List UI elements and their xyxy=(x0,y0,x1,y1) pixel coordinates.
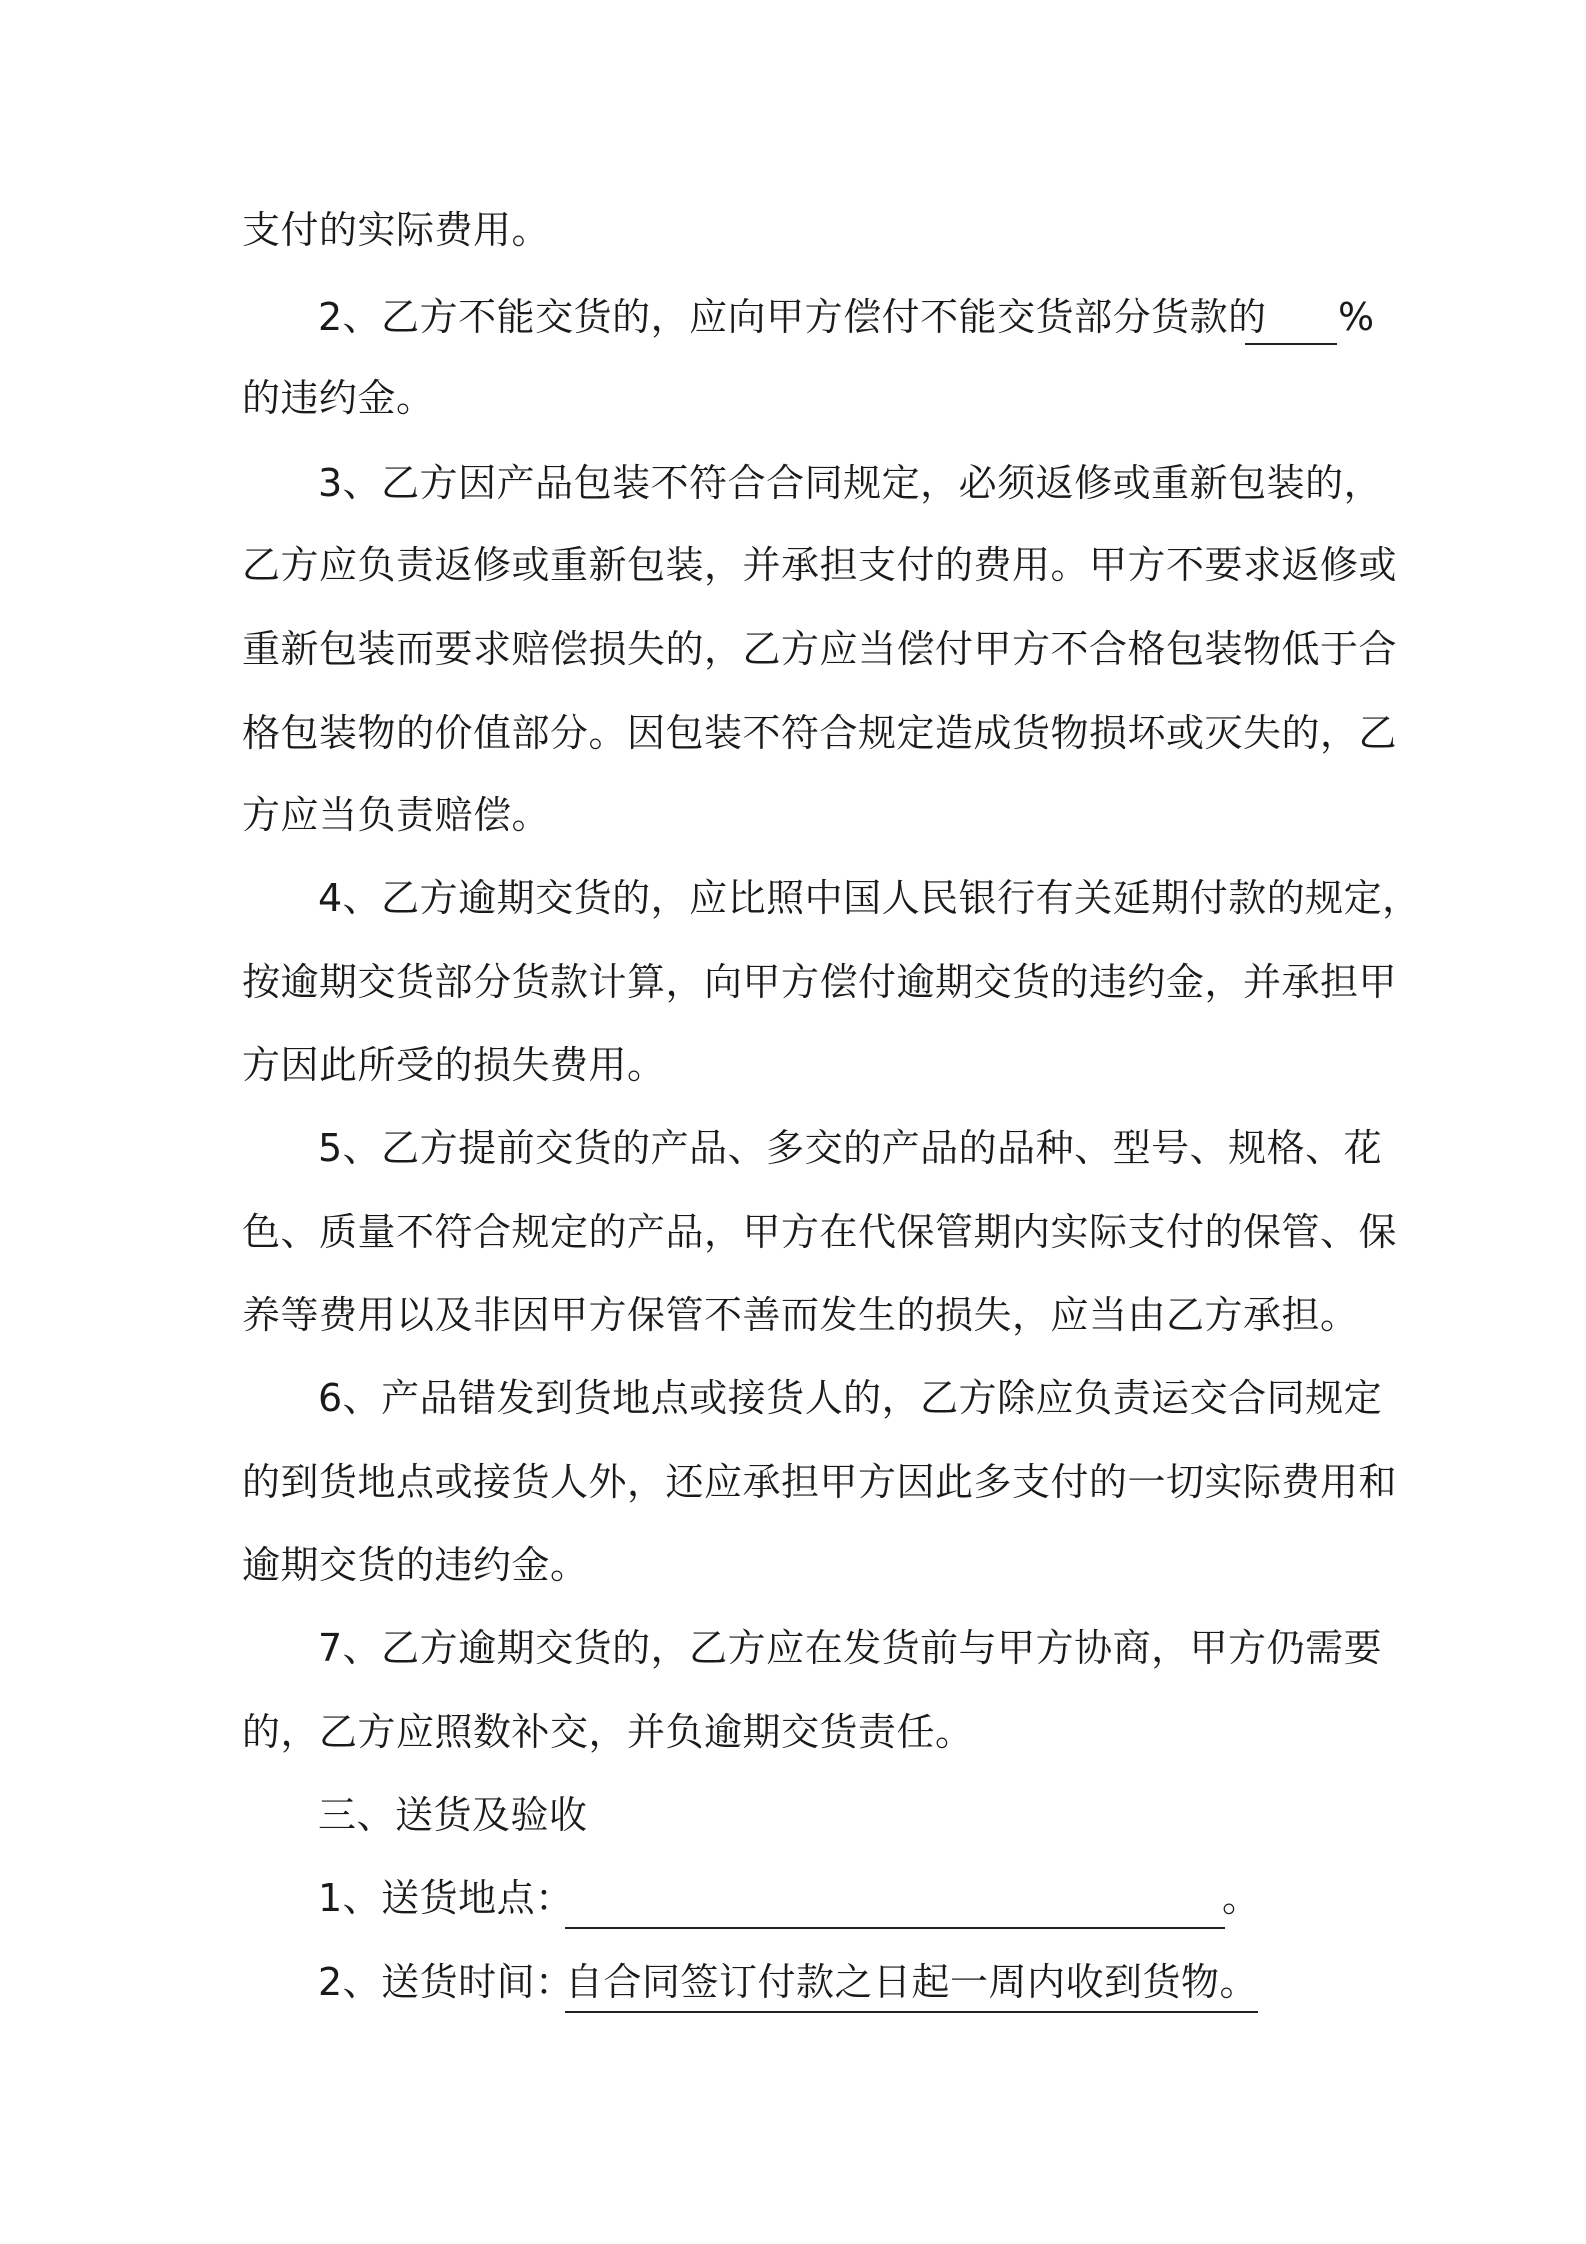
delivery-location-label: 1、送货地点： xyxy=(318,1876,574,1920)
text-line: 逾期交货的违约金。 xyxy=(242,1543,589,1587)
clause-7-line: 7、乙方逾期交货的，乙方应在发货前与甲方协商，甲方仍需要 xyxy=(318,1626,1383,1670)
section-heading: 三、送货及验收 xyxy=(318,1793,588,1837)
text-line: 乙方应负责返修或重新包装，并承担支付的费用。甲方不要求返修或 xyxy=(242,543,1398,587)
text-line: 方应当负责赔偿。 xyxy=(242,793,551,837)
text-line: 按逾期交货部分货款计算，向甲方偿付逾期交货的违约金，并承担甲 xyxy=(242,960,1398,1004)
delivery-time-value: 自合同签订付款之日起一周内收到货物。 xyxy=(565,1957,1258,2013)
text-line: 色、质量不符合规定的产品，甲方在代保管期内实际支付的保管、保 xyxy=(242,1210,1398,1254)
clause-3-line: 3、乙方因产品包装不符合合同规定，必须返修或重新包装的， xyxy=(318,461,1383,505)
delivery-time-label: 2、送货时间： xyxy=(318,1960,574,2004)
clause-4-line: 4、乙方逾期交货的，应比照中国人民银行有关延期付款的规定， xyxy=(318,876,1421,920)
delivery-location-blank xyxy=(565,1927,1225,1929)
text-line: 的，乙方应照数补交，并负逾期交货责任。 xyxy=(242,1710,974,1754)
penalty-percent-blank xyxy=(1245,343,1337,345)
percent-sign: % xyxy=(1338,295,1375,339)
text-line: 重新包装而要求赔偿损失的，乙方应当偿付甲方不合格包装物低于合 xyxy=(242,627,1398,671)
text-line: 的到货地点或接货人外，还应承担甲方因此多支付的一切实际费用和 xyxy=(242,1460,1398,1504)
text-line: 格包装物的价值部分。因包装不符合规定造成货物损坏或灭失的，乙 xyxy=(242,711,1398,755)
clause-6-line: 6、产品错发到货地点或接货人的，乙方除应负责运交合同规定 xyxy=(318,1376,1383,1420)
clause-2-line: 2、乙方不能交货的，应向甲方偿付不能交货部分货款的 xyxy=(318,295,1267,339)
clause-5-line: 5、乙方提前交货的产品、多交的产品的品种、型号、规格、花 xyxy=(318,1126,1383,1170)
text-line: 支付的实际费用。 xyxy=(242,208,551,252)
text-line: 的违约金。 xyxy=(242,376,435,420)
text-line: 方因此所受的损失费用。 xyxy=(242,1043,666,1087)
period-mark: 。 xyxy=(1222,1876,1261,1920)
text-line: 养等费用以及非因甲方保管不善而发生的损失，应当由乙方承担。 xyxy=(242,1293,1359,1337)
